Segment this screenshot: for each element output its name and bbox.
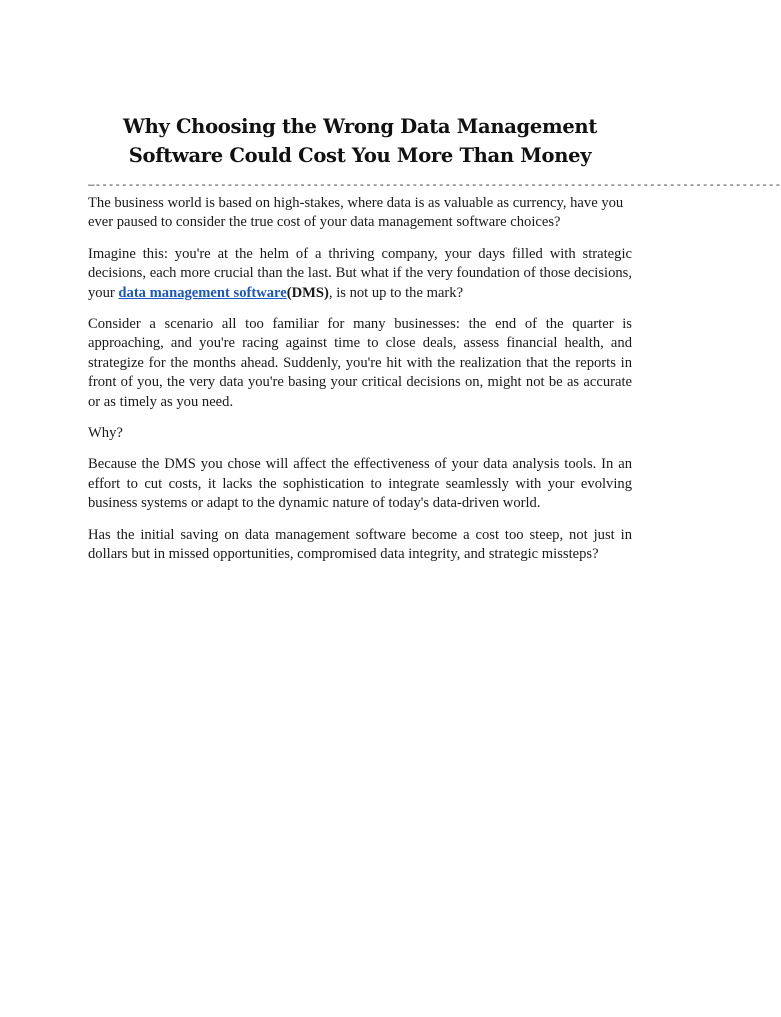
paragraph-intro: The business world is based on high-stakes, where data is as valuable as currency, have you ever paused to consider the true cost of your data management software choices? [88,195,624,231]
paragraph-imagine-end: , is not up to the mark? [328,284,464,301]
paragraph-scenario: Consider a scenario all too familiar for many businesses: the end of the quarter is approaching, and you're racing against time to close deals, assess financial health, and strategize for the months ahead. Suddenly, you're hit with the realization that the reports in front of you, the very data you're basing your critical decisions on, might not be as accurate or as timely as you need. [88,316,632,410]
paragraph-because: Because the DMS you chose will affect the effectiveness of your data analysis tools. In an effort to cut costs, it lacks the sophistication to integrate seamlessly with your evolving business systems or adapt to the dynamic nature of today's data-driven world. [88,456,632,512]
dms-abbreviation: (DMS) [286,284,329,301]
dms-link[interactable]: data management software [118,284,287,301]
document-title: Why Choosing the Wrong Data Management Software Could Cost You More Than Money [122,115,598,167]
title-separator: —-------------------------------------------------------------------------------------------------------- [88,180,781,192]
document-content [88,112,781,565]
paragraph-imagine [88,245,632,303]
paragraph-why: Why? [88,425,123,442]
paragraph-imagine-text: Imagine this: you're at the helm of a thriving company, your days filled with strategic decisions, each more crucial than the last. But what if the very foundation of those decisions, your [88,245,632,301]
paragraph-conclusion: Has the initial saving on data management software become a cost too steep, not just in dollars but in missed opportunities, compromised data integrity, and strategic missteps? [88,526,632,563]
